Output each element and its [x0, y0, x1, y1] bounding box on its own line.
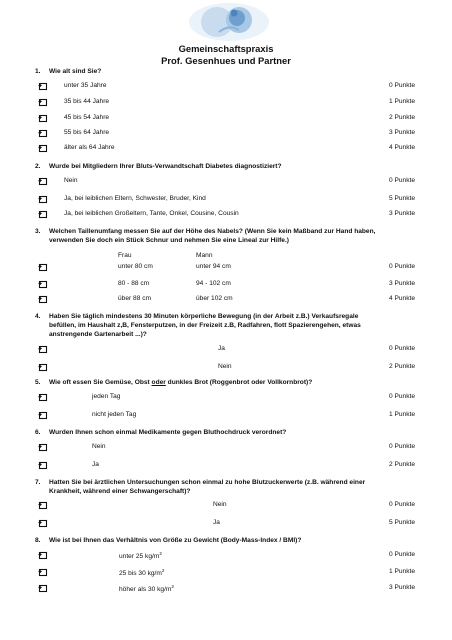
option-frau: 80 - 88 cm: [118, 280, 150, 287]
answer-option[interactable]: [0, 582, 452, 594]
answer-option[interactable]: [0, 459, 452, 471]
question-text: Wie oft essen Sie Gemüse, Obst: [49, 379, 152, 386]
question-number: 8.: [35, 537, 41, 544]
answer-option[interactable]: [0, 517, 452, 529]
question-text: Wurde bei Mitgliedern Ihrer Bluts-Verwandtschaft Diabetes diagnostiziert?: [49, 163, 282, 170]
question-number: 1.: [35, 68, 41, 75]
option-points: 2 Punkte: [388, 461, 415, 468]
question-text-cont: Krankheit, während einer Schwangerschaft)?: [49, 488, 191, 496]
option-label: Ja: [92, 461, 99, 468]
question-text-cont: befüllen, im Haushalt z,B, Fensterputzen, in der Freizeit z.B, Radfahren, flott Spazierengehen, etwas: [49, 322, 361, 330]
answer-option[interactable]: [0, 208, 452, 220]
question-4: [35, 312, 425, 340]
option-label: 35 bis 44 Jahre: [64, 98, 110, 105]
checkbox-icon[interactable]: [38, 500, 48, 510]
checkbox-icon[interactable]: [38, 344, 48, 354]
question-text: Wie ist bei Ihnen das Verhältnis von Größe zu Gewicht (Body-Mass-Index / BMI)?: [49, 537, 302, 544]
option-label: höher als 30 $kg/m^2$: [119, 584, 174, 594]
question-2: [35, 162, 425, 171]
option-points: 4 Punkte: [388, 295, 415, 302]
option-points: 0 Punkte: [388, 345, 415, 352]
question-text: Wie alt sind Sie?: [49, 68, 102, 75]
answer-option[interactable]: [0, 409, 452, 421]
option-label: 55 bis 64 Jahre: [64, 129, 110, 136]
question-number: 7.: [35, 479, 41, 486]
checkbox-icon[interactable]: [38, 176, 48, 186]
answer-option[interactable]: [0, 112, 452, 124]
answer-option[interactable]: [0, 293, 452, 305]
option-points: 2 Punkte: [388, 363, 415, 370]
answer-option[interactable]: [0, 175, 452, 187]
question-8: [35, 536, 425, 545]
question-text: Hatten Sie bei ärztlichen Untersuchungen schon einmal zu hohe Blutzuckerwerte (z.B. während einer: [49, 479, 366, 486]
answer-option[interactable]: [0, 80, 452, 92]
checkbox-icon[interactable]: [38, 294, 48, 304]
checkbox-icon[interactable]: [38, 143, 48, 153]
option-label: nicht jeden Tag: [92, 411, 137, 418]
option-label: unter 35 Jahre: [64, 82, 107, 89]
question-number: 5.: [35, 379, 41, 386]
option-points: 0 Punkte: [388, 82, 415, 89]
unit-superscript: 2: [161, 568, 165, 573]
question-text-cont: anstrengende Gartenarbeit ...)?: [49, 331, 147, 339]
question-text: Welchen Taillenumfang messen Sie auf der Höhe des Nabels? (Wenn Sie kein Maßband zur Hand haben,: [49, 228, 376, 235]
option-points: 2 Punkte: [388, 114, 415, 121]
option-label: unter 25 $kg/m^2$: [119, 551, 162, 561]
option-label: 45 bis 54 Jahre: [64, 114, 110, 121]
option-points: 1 Punkte: [388, 98, 415, 105]
question-text-cont: verwenden Sie doch ein Stück Schnur und nehmen Sie eine Lineal zur Hilfe.): [49, 237, 289, 245]
column-header-mann: Mann: [196, 252, 213, 259]
option-points: 0 Punkte: [388, 393, 415, 400]
option-label: Nein: [64, 177, 78, 184]
answer-option[interactable]: [0, 193, 452, 205]
checkbox-icon[interactable]: [38, 262, 48, 272]
question-5: [35, 378, 425, 387]
question-3: [35, 227, 425, 245]
option-mann: unter 94 cm: [196, 263, 231, 270]
option-points: 3 Punkte: [388, 280, 415, 287]
practice-logo: [181, 2, 271, 42]
practice-title: Gemeinschaftspraxis: [178, 43, 274, 54]
column-header-frau: Frau: [118, 252, 132, 259]
option-label: jeden Tag: [92, 393, 121, 400]
option-label: Ja: [213, 519, 220, 526]
option-label: Ja: [218, 345, 225, 352]
answer-option[interactable]: [0, 278, 452, 290]
answer-option[interactable]: [0, 549, 452, 561]
answer-option[interactable]: [0, 96, 452, 108]
option-mann: 94 - 102 cm: [196, 280, 231, 287]
option-label: Nein: [213, 501, 227, 508]
option-points: 1 Punkte: [388, 411, 415, 418]
checkbox-icon[interactable]: [38, 362, 48, 372]
option-label: älter als 64 Jahre: [64, 144, 115, 151]
unit-superscript: 2: [171, 584, 174, 589]
question-number: 4.: [35, 313, 41, 320]
checkbox-icon[interactable]: [38, 209, 48, 219]
option-points: 3 Punkte: [388, 129, 415, 136]
checkbox-icon[interactable]: [38, 279, 48, 289]
option-points: 0 Punkte: [388, 551, 415, 558]
question-6: [35, 428, 425, 437]
question-number: 2.: [35, 163, 41, 170]
question-text: Haben Sie täglich mindestens 30 Minuten körperliche Bewegung (in der Arbeit z.B.) Verkaufsregale: [49, 313, 359, 320]
answer-option[interactable]: [0, 361, 452, 373]
answer-option[interactable]: [0, 391, 452, 403]
option-points: 0 Punkte: [388, 263, 415, 270]
checkbox-icon[interactable]: [38, 460, 48, 470]
answer-option[interactable]: [0, 142, 452, 154]
answer-option[interactable]: [0, 343, 452, 355]
practice-partners: Prof. Gesenhues und Partner: [161, 55, 291, 66]
option-label: Ja, bei leiblichen Großeltern, Tante, Onkel, Cousine, Cousin: [64, 210, 239, 217]
question-number: 6.: [35, 429, 41, 436]
checkbox-icon[interactable]: [38, 567, 48, 577]
option-label: 25 bis 30 $kg/m^2$: [119, 568, 165, 578]
option-points: 5 Punkte: [388, 195, 415, 202]
option-points: 5 Punkte: [388, 519, 415, 526]
option-mann: über 102 cm: [196, 295, 233, 302]
question-text: dunkles Brot (Roggenbrot oder Vollkornbrot)?: [165, 379, 313, 386]
question-1: [35, 67, 425, 76]
checkbox-icon[interactable]: [38, 81, 48, 91]
unit-superscript: 2: [159, 551, 162, 556]
answer-option[interactable]: [0, 566, 452, 578]
checkbox-icon[interactable]: [38, 550, 48, 560]
checkbox-icon[interactable]: [38, 583, 48, 593]
checkbox-icon[interactable]: [38, 442, 48, 452]
answer-option[interactable]: [0, 441, 452, 453]
option-points: 3 Punkte: [388, 584, 415, 591]
option-frau: über 88 cm: [118, 295, 151, 302]
option-points: 0 Punkte: [388, 443, 415, 450]
option-label: Nein: [218, 363, 232, 370]
answer-option[interactable]: [0, 261, 452, 273]
option-frau: unter 80 cm: [118, 263, 153, 270]
question-number: 3.: [35, 228, 41, 235]
checkbox-icon[interactable]: [38, 128, 48, 138]
checkbox-icon[interactable]: [38, 194, 48, 204]
checkbox-icon[interactable]: [38, 392, 48, 402]
option-points: 4 Punkte: [388, 144, 415, 151]
checkbox-icon[interactable]: [38, 97, 48, 107]
question-text-underlined: oder: [151, 379, 166, 386]
option-points: 0 Punkte: [388, 177, 415, 184]
question-text: Wurden Ihnen schon einmal Medikamente gegen Bluthochdruck verordnet?: [49, 429, 287, 436]
checkbox-icon[interactable]: [38, 113, 48, 123]
answer-option[interactable]: [0, 127, 452, 139]
answer-option[interactable]: [0, 499, 452, 511]
checkbox-icon[interactable]: [38, 410, 48, 420]
option-points: 0 Punkte: [388, 501, 415, 508]
option-label: Ja, bei leiblichen Eltern, Schwester, Bruder, Kind: [64, 195, 206, 202]
option-points: 1 Punkte: [388, 568, 415, 575]
option-points: 3 Punkte: [388, 210, 415, 217]
checkbox-icon[interactable]: [38, 518, 48, 528]
question-7: [35, 478, 425, 496]
option-label: Nein: [92, 443, 106, 450]
